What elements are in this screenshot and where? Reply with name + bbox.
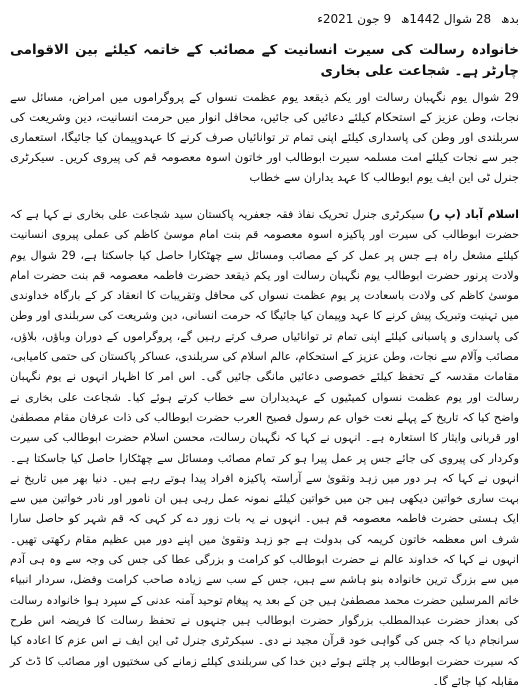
article-body [10,205,519,692]
body-place: اسلام آباد [465,208,520,221]
dateline [10,10,519,28]
body-agency: (پ ر) [428,208,461,221]
dateline-gregorian-date: 9 جون 2021ء [317,12,392,26]
body-text: سیکرٹری جنرل تحریک نفاذ فقہ جعفریہ پاکستان سید شجاعت علی بخاری نے کہا ہے کہ حضرت ابوطالب کی سیرت اور پاکیزہ اسوہ معصومہ قم بنت امام موسیٰ کاظم کی عملی پیروی انسانیت کیلئے مشعل راہ ہے جس پر عمل کر کے مصائب ومسائل سے چھٹکارا حاصل کیا جاسکتا ہے، 29 شوال یوم ولادت پرنور حضرت ابوطالب یوم نگہبان رسالت اور یکم ذیقعد حضرت فاطمہ معصومہ قم بنت حضرت امام موسیٰ کاظم کی ولادت باسعادت پر یوم عظمت نسواں کی محافل وتقریبات کا انعقاد کر کے بارگاہ خداوندی میں تہنیت وتبریک پیش کرنے کا عہد وپیمان کیا جائیگا کہ حرمت انسانی، دین وشریعت کی سربلندی اور وطن کی پاسداری و پاسبانی کیلئے اپنی تمام تر توانائیاں صرف کرتے رہیں گے، پروگراموں کے دوران وباؤں، بلاؤں، مصائب وآلام سے نجات، وطن عزیز کے استحکام، عالم اسلام کی سربلندی، عساکر پاکستان کی حتمی کامیابی، مقامات مقدسہ کے تحفظ کیلئے خصوصی دعائیں مانگی جائیں گی۔ اس امر کا اظہار انہوں نے یوم نگہبان رسالت اور یوم عظمت نسواں کمیٹیوں کے عہدیداران سے خطاب کرتے ہوئے کیا۔ شجاعت علی بخاری نے واضح کیا کہ تاریخ کے پہلے نعت خواں عم رسول فصیح العرب حضرت ابوطالب کی ذات عرفان مقام مصطفیٰ اور قربانی وایثار کا استعارہ ہے۔ انہوں نے کہا کہ نگہبان رسالت، محسن اسلام حضرت ابوطالب کی سیرت وکردار کی پیروی کی جائے جس پر عمل پیرا ہو کر تمام مصائب ومسائل سے چھٹکارا حاصل کیا جاسکتا ہے۔ انہوں نے کہا کہ ہر دور میں زہد وتقویٰ سے آراستہ پاکیزہ افراد پیدا ہوتے رہے ہیں۔ دنیا بھر میں تاریخ نے بہت ساری خواتین دیکھی ہیں جن میں خواتین کیلئے نمونہ عمل رہی ہیں ان نامور اور نادر خواتین میں سے ایک ہستی حضرت فاطمہ معصومہ قم ہیں۔ انہوں نے یہ بات زور دے کر کہی کہ قم شہر کو حاصل سارا شرف اس معظمہ خاتون کریمہ کی بدولت ہے جو زہد وتقویٰ میں اپنے دور میں عظیم مقام رکھتی تھیں۔ انہوں نے کہا کہ خداوند عالم نے حضرت ابوطالب کو کرامت و بزرگی عطا کی جس کی وجہ سے وہ ہی آدم میں سے بزرگ ترین خانوادہ بنو ہاشم سے ہیں، جس کے سب سے زیادہ صاحب کرامت وفضل، سردار انبیاء خاتم المرسلین حضرت محمد مصطفیٰ ہیں جن کے بعد یہ پیغام توحید آمنہ عدنی کے سپرد ہوا خانوادہ رسالت کی بعداز حضرت عبدالمطلب بزرگوار حضرت ابوطالب ہیں جنہوں نے تحفظ رسالت کا فریضہ اس طرح سرانجام دیا کہ جس کی گواہی خود قرآن مجید نے دی۔ سیکرٹری جنرل ٹی این ایف نے اس عزم کا اعادہ کیا کہ سیرت حضرت ابوطالب پر چلتے ہوئے دین خدا کی سربلندی کیلئے زمانے کی سختیوں اور مصائب کا ڈٹ کر مقابلہ کیا جائے گا۔ [10,208,520,688]
article-headline: خانوادہ رسالت کی سیرت انسانیت کے مصائب کے خاتمہ کیلئے بین الاقوامی چارٹر ہے۔ شجاعت علی بخاری [10,42,519,79]
article-lead: 29 شوال یوم نگہبان رسالت اور یکم ذیقعد یوم عظمت نسواں کے پروگراموں میں امراض، مسائل سے نجات، وطن عزیز کے استحکام کیلئے دعائیں کی جائیں، محافل انوار میں حرمت انسانیت، دین وشریعت کی سربلندی اور وطن کی پاسداری کیلئے اپنی تمام تر توانائیاں صرف کرنے کا عہدوپیمان کیا جائیگا، استعماری جبر سے نجات کیلئے امت مسلمہ سیرت ابوطالب اور خاتون اسوہ معصومہ قم کی پیروی کریں۔ سیکرٹری جنرل ٹی این ایف یوم ابوطالب کا عہد یداران سے خطاب [10,90,519,184]
dateline-day: بدھ [500,12,519,26]
dateline-hijri-date: 28 شوال 1442ھ [400,12,492,26]
